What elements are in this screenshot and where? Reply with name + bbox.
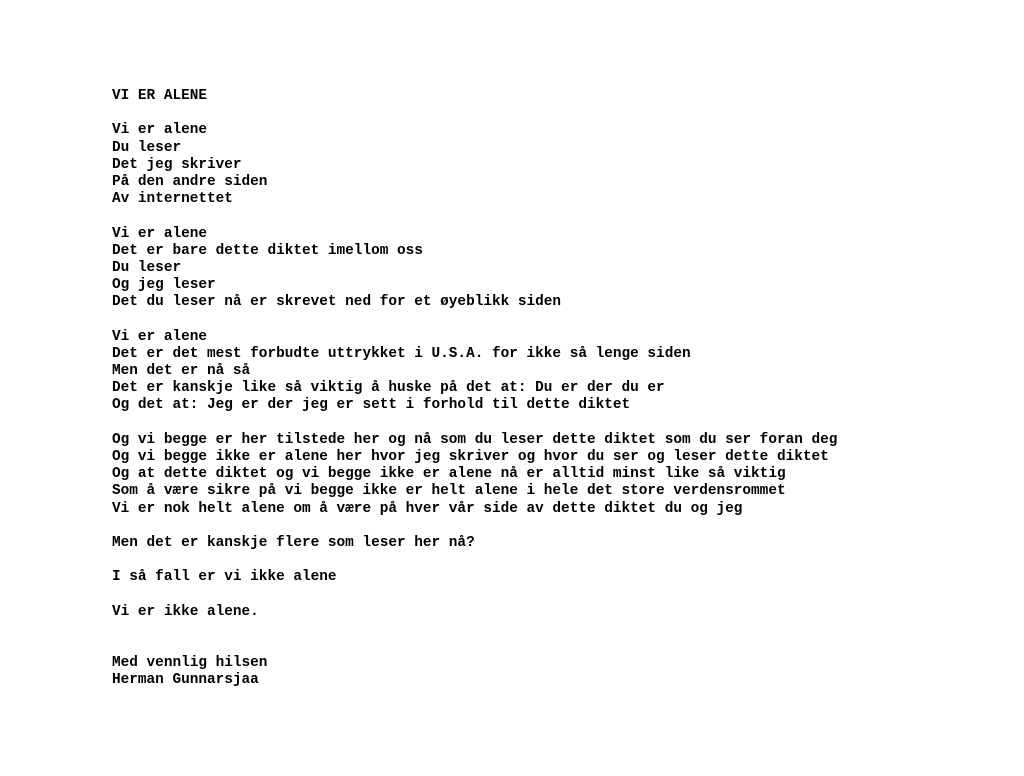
poem-line: Vi er alene bbox=[112, 225, 207, 242]
signature-block bbox=[112, 655, 1012, 689]
poem-line: I så fall er vi ikke alene bbox=[112, 569, 337, 586]
stanza-5 bbox=[112, 535, 1012, 552]
stanza-3 bbox=[112, 329, 1012, 415]
poem-line: Det er bare dette diktet imellom oss bbox=[112, 242, 423, 259]
poem-line: Du leser bbox=[112, 259, 182, 276]
closing-text: Med vennlig hilsen bbox=[112, 655, 268, 672]
poem-line: Som å være sikre på vi begge ikke er helt alene i hele det store verdensrommet bbox=[112, 483, 786, 500]
poem-line: Av internettet bbox=[112, 191, 233, 208]
poem-line: Og det at: Jeg er der jeg er sett i forhold til dette diktet bbox=[112, 397, 631, 414]
poem-line: Vi er ikke alene. bbox=[112, 603, 259, 620]
poem-line: Og at dette diktet og vi begge ikke er alene nå er alltid minst like så viktig bbox=[112, 466, 786, 483]
poem-title: VI ER ALENE bbox=[112, 88, 207, 104]
poem-line: Det er det mest forbudte uttrykket i U.S.A. for ikke så lenge siden bbox=[112, 345, 691, 362]
stanza-1 bbox=[112, 122, 1012, 208]
poem-line: Vi er alene bbox=[112, 122, 207, 139]
stanza-6 bbox=[112, 569, 1012, 586]
poem-line: Det jeg skriver bbox=[112, 156, 242, 173]
poem-document bbox=[112, 88, 1012, 690]
poem-line: Det er kanskje like så viktig å huske på det at: Du er der du er bbox=[112, 380, 665, 397]
stanza-4 bbox=[112, 432, 1012, 518]
poem-line: Og jeg leser bbox=[112, 277, 216, 294]
poem-line: Det du leser nå er skrevet ned for et øyeblikk siden bbox=[112, 294, 562, 311]
poem-line: Du leser bbox=[112, 139, 182, 156]
stanza-7 bbox=[112, 604, 1012, 621]
author-name: Herman Gunnarsjaa bbox=[112, 672, 259, 689]
poem-line: Og vi begge ikke er alene her hvor jeg skriver og hvor du ser og leser dette diktet bbox=[112, 448, 829, 465]
poem-line: Og vi begge er her tilstede her og nå som du leser dette diktet som du ser foran deg bbox=[112, 431, 838, 448]
poem-line: Vi er alene bbox=[112, 328, 207, 345]
stanza-2 bbox=[112, 226, 1012, 312]
poem-line: Vi er nok helt alene om å være på hver vår side av dette diktet du og jeg bbox=[112, 500, 743, 517]
poem-line: På den andre siden bbox=[112, 173, 268, 190]
poem-line: Men det er nå så bbox=[112, 363, 251, 379]
poem-line: Men det er kanskje flere som leser her nå? bbox=[112, 534, 475, 551]
